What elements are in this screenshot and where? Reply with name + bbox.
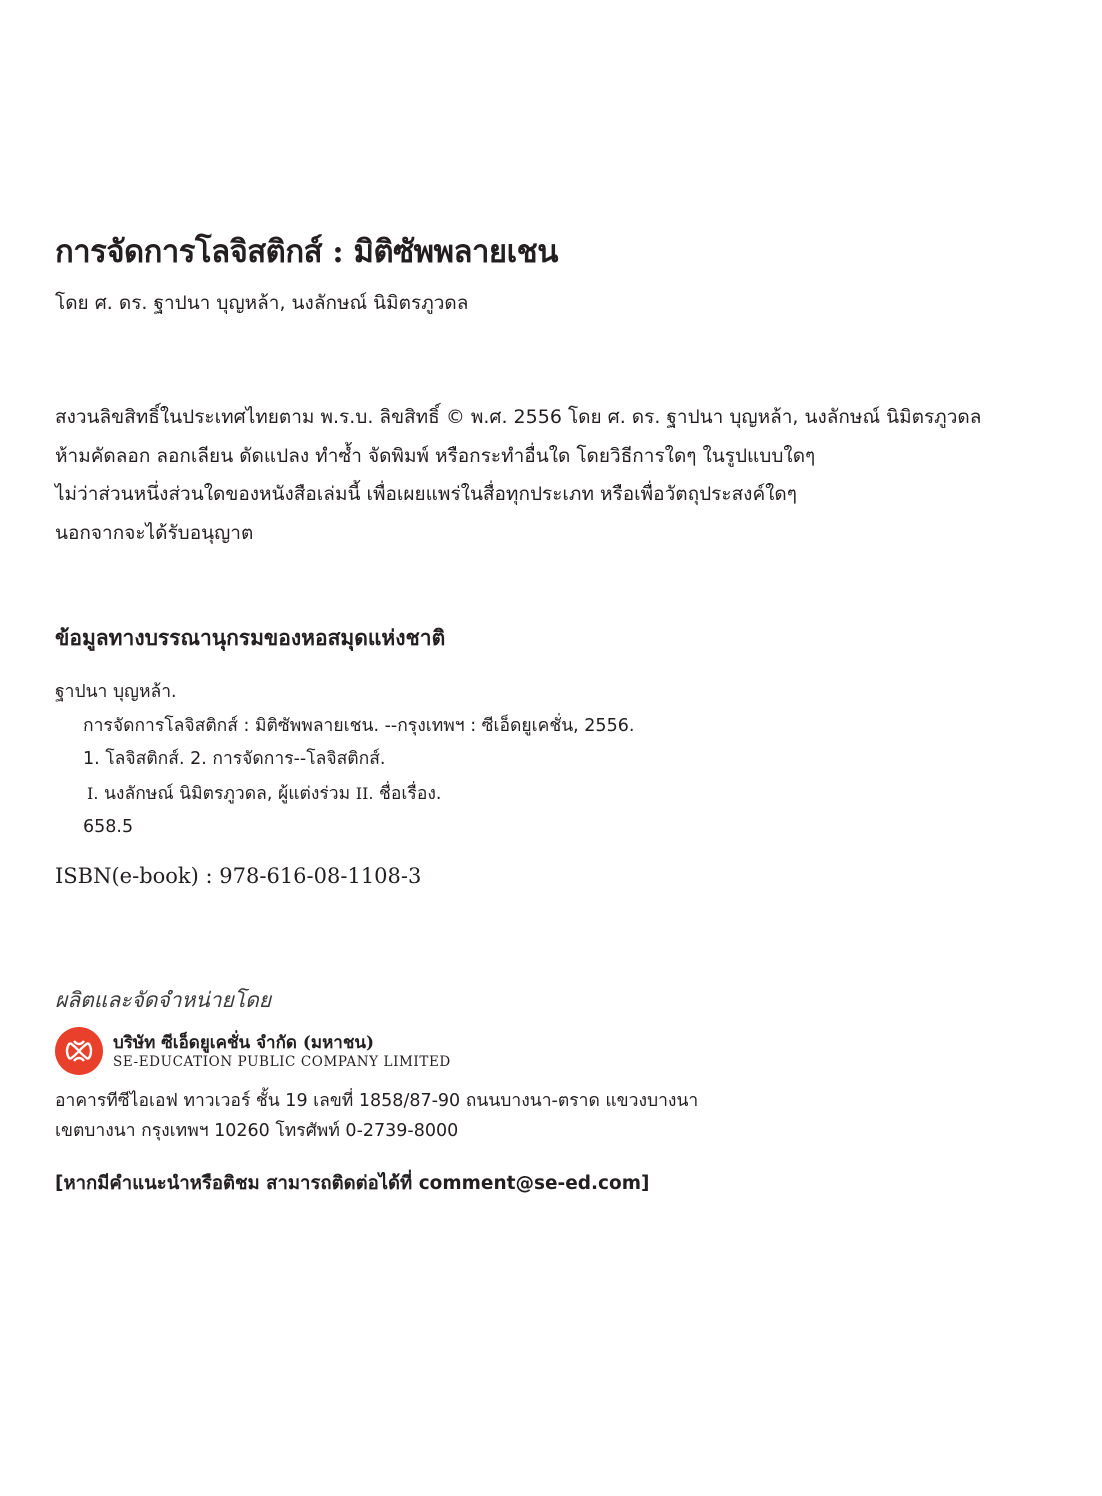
cip-added-entry-2: ชื่อเรื่อง. <box>373 783 442 804</box>
copyright-line: ห้ามคัดลอก ลอกเลียน ดัดแปลง ทำซ้ำ จัดพิมพ์ หรือกระทำอื่นใด โดยวิธีการใดๆ ในรูปแบบใดๆ <box>55 444 816 467</box>
cip-classification: 658.5 <box>83 817 134 837</box>
copyright-line: สงวนลิขสิทธิ์ในประเทศไทยตาม พ.ร.บ. ลิขสิทธิ์ © พ.ศ. 2556 โดย ศ. ดร. ฐาปนา บุญหล้า, นงลักษณ์ นิมิตรภูวดล <box>55 406 982 428</box>
contact-line: [หากมีคำแนะนำหรือติชม สามารถติดต่อได้ที่ comment@se-ed.com] <box>55 1173 650 1194</box>
copyright-line: ไม่ว่าส่วนหนึ่งส่วนใดของหนังสือเล่มนี้ เพื่อเผยแพร่ในสื่อทุกประเภท หรือเพื่อวัตถุประสงค์ใดๆ <box>55 483 797 505</box>
book-title: การจัดการโลจิสติกส์ : มิติซัพพลายเชน <box>55 234 558 270</box>
cip-record <box>55 676 634 845</box>
authors-line: โดย ศ. ดร. ฐาปนา บุญหล้า, นงลักษณ์ นิมิตรภูวดล <box>55 292 469 314</box>
isbn: ISBN(e-book) : 978-616-08-1108-3 <box>55 864 422 888</box>
publisher-name-th: บริษัท ซีเอ็ดยูเคชั่น จำกัด (มหาชน) <box>113 1033 375 1053</box>
cip-heading: ข้อมูลทางบรรณานุกรมของหอสมุดแห่งชาติ <box>55 625 446 650</box>
cip-roman-2: II. <box>355 783 374 803</box>
cip-main-entry: ฐาปนา บุญหล้า. <box>55 682 177 702</box>
cip-roman-1: I. <box>87 783 99 803</box>
publisher-logo <box>55 1027 535 1077</box>
cip-added-entry-1: นงลักษณ์ นิมิตรภูวดล, ผู้แต่งร่วม <box>98 783 356 804</box>
cip-subjects-line: 1. โลจิสติกส์. 2. การจัดการ--โลจิสติกส์. <box>83 749 386 769</box>
address-line: เขตบางนา กรุงเทพฯ 10260 โทรศัพท์ 0-2739-8000 <box>55 1121 459 1141</box>
publisher-name-en: SE-EDUCATION PUBLIC COMPANY LIMITED <box>113 1054 451 1070</box>
copyright-notice <box>55 398 981 552</box>
se-ed-logo-icon <box>55 1027 103 1075</box>
cip-added-entries <box>55 777 634 812</box>
produced-by-label: ผลิตและจัดจำหน่ายโดย <box>55 988 272 1012</box>
cip-title-line: การจัดการโลจิสติกส์ : มิติซัพพลายเชน. --กรุงเทพฯ : ซีเอ็ดยูเคชั่น, 2556. <box>83 715 635 736</box>
copyright-line: นอกจากจะได้รับอนุญาต <box>55 521 254 544</box>
address-line: อาคารทีซีไอเอฟ ทาวเวอร์ ชั้น 19 เลขที่ 1858/87-90 ถนนบางนา-ตราด แขวงบางนา <box>55 1091 699 1111</box>
publisher-address <box>55 1086 698 1146</box>
